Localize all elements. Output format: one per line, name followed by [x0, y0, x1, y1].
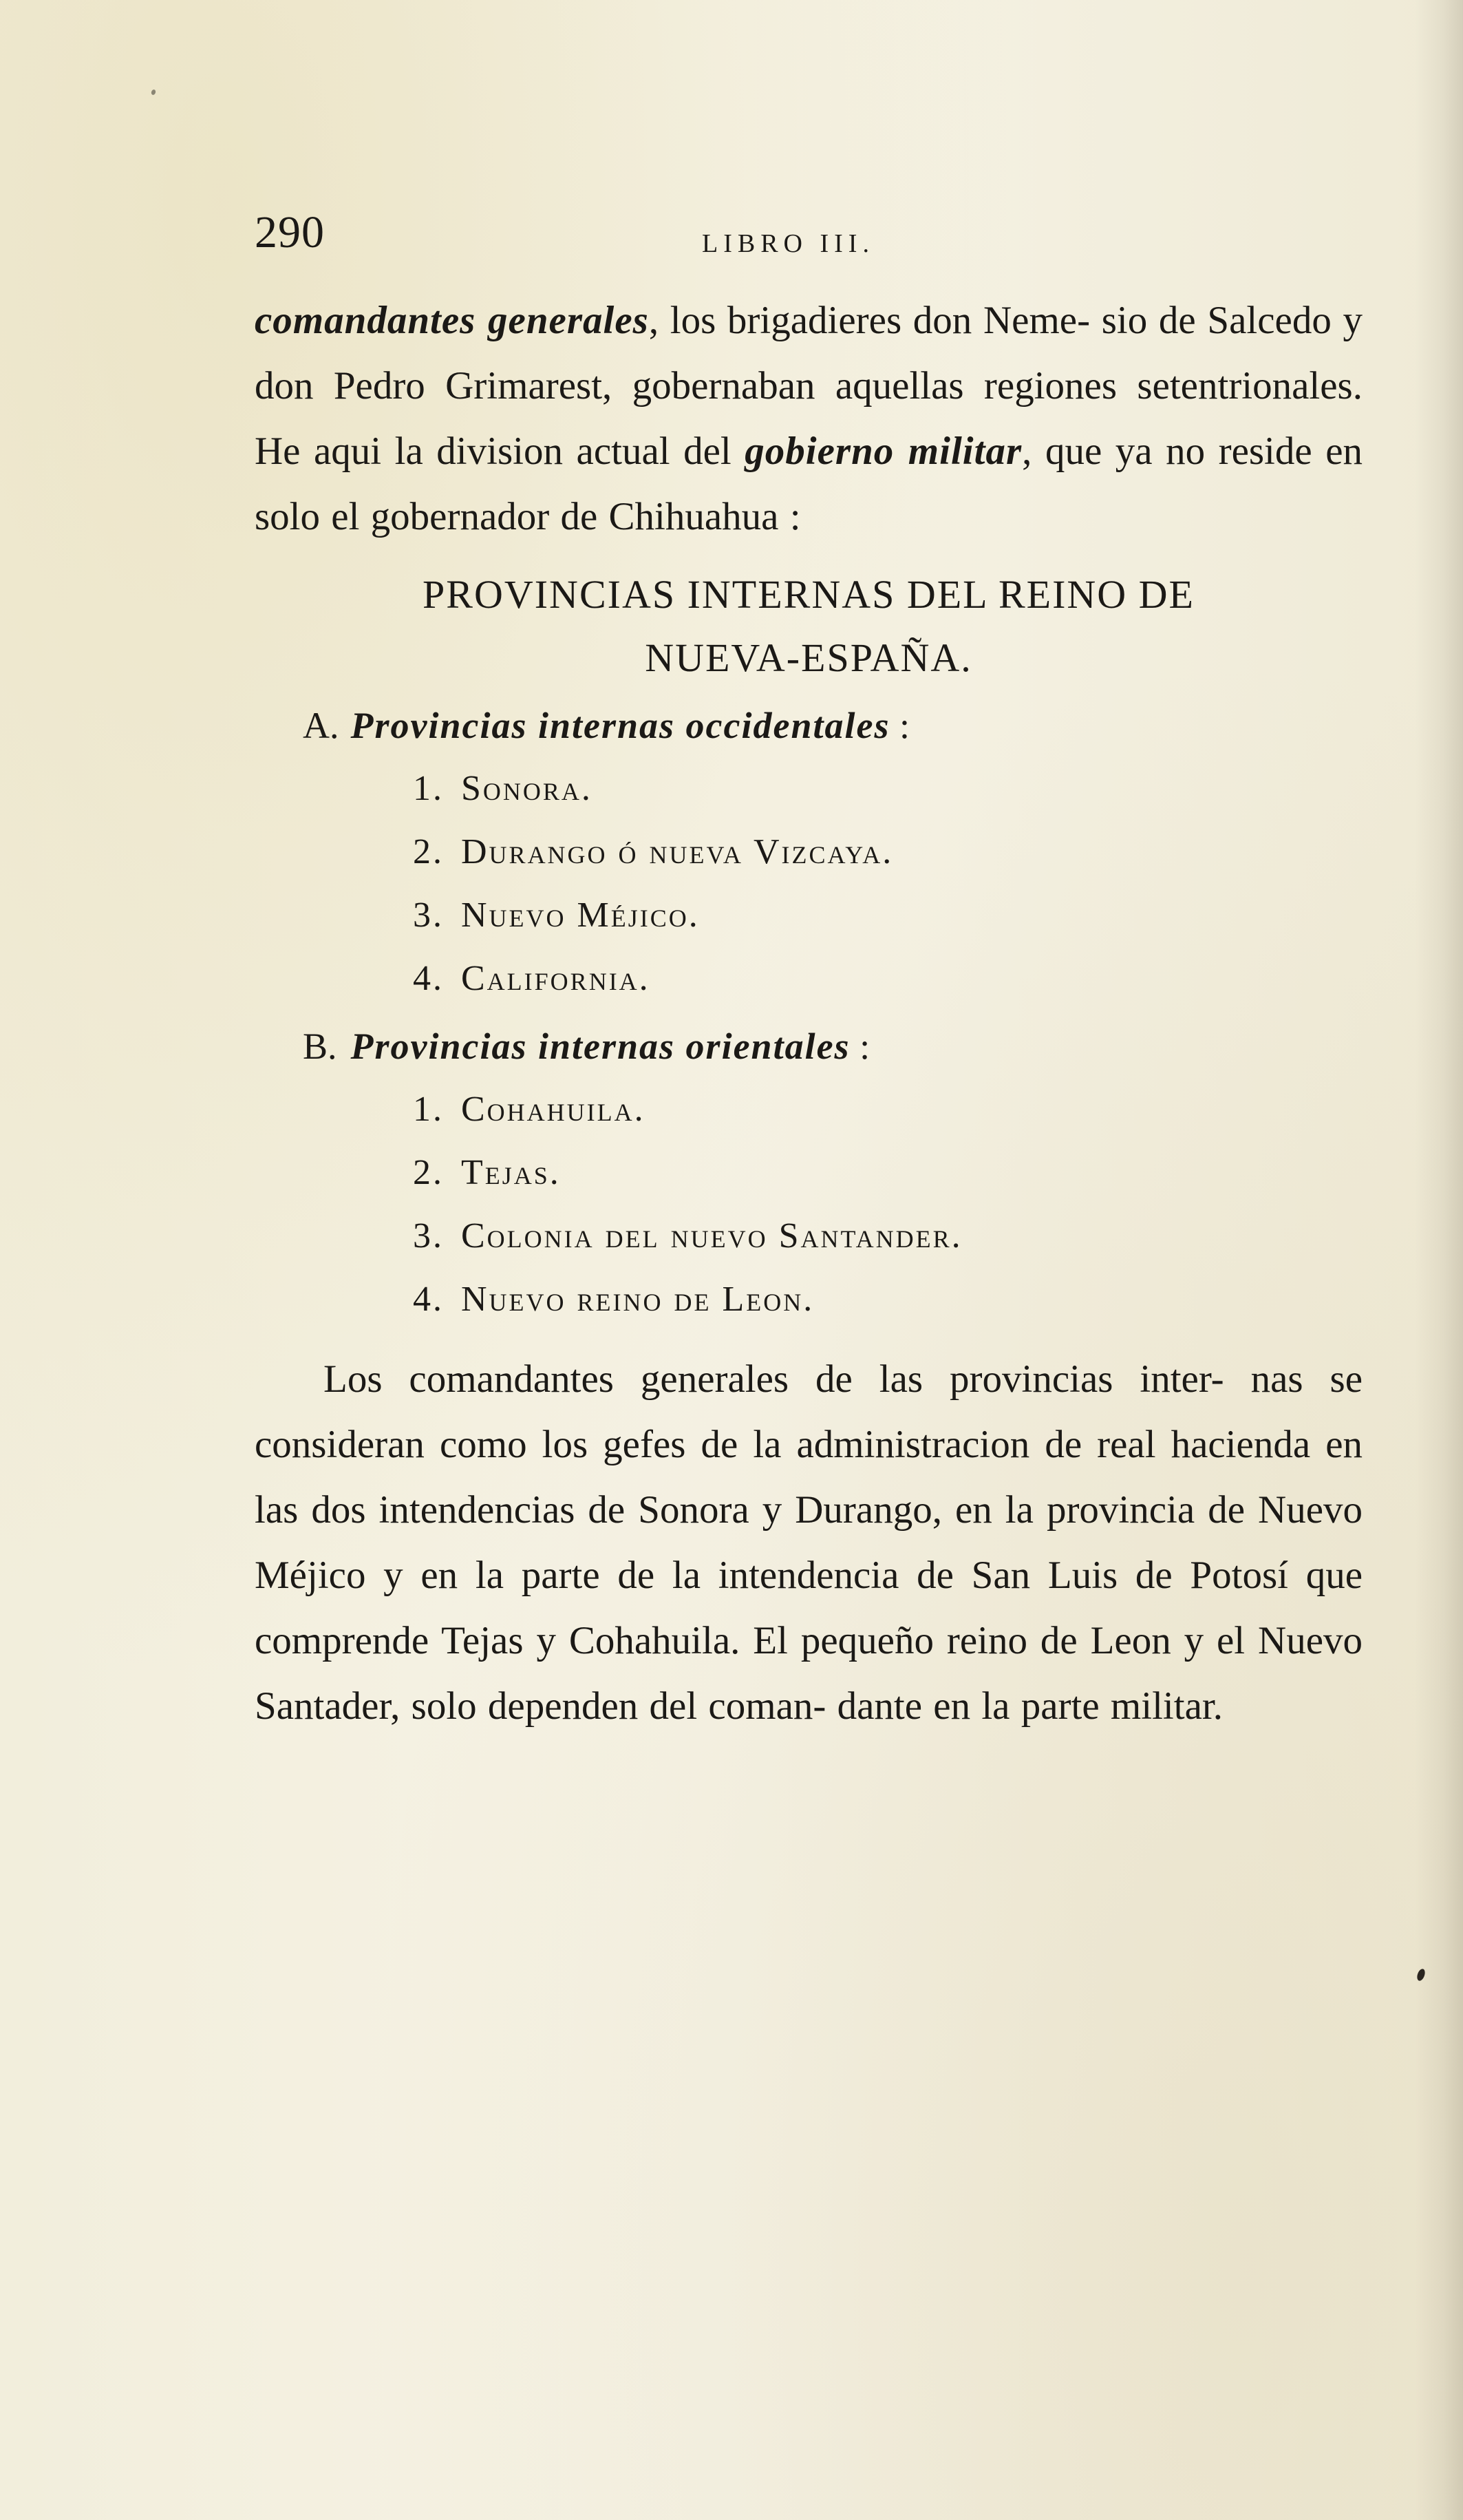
text-run: nas se consideran como los gefes de la administracion [255, 1357, 1363, 1466]
list-item [413, 947, 1363, 1010]
section-title: Provincias internas orientales [350, 1026, 851, 1067]
list-item [413, 820, 1363, 884]
text-run: , que ya no reside en solo [255, 430, 1363, 538]
item-name: Colonia del nuevo Santander. [461, 1216, 963, 1256]
section-suffix: : [850, 1026, 871, 1067]
list-item [413, 757, 1363, 820]
ink-speck [151, 89, 156, 96]
item-number: 1. [413, 769, 444, 808]
item-number: 2. [413, 1153, 444, 1192]
text-run: dante en la parte militar. [837, 1684, 1223, 1728]
item-name: Nuevo Méjico. [461, 896, 700, 935]
item-name: California. [461, 959, 650, 998]
section-b-title [303, 1015, 1363, 1078]
list-item [413, 1141, 1363, 1205]
text-run: Durango, en la provincia de Nuevo Méjico y en la [255, 1488, 1363, 1597]
text-run: sio de Salcedo y don Pedro Grimarest, gobernaban [255, 299, 1363, 407]
item-number: 4. [413, 959, 444, 998]
text-run: , los brigadieres don Neme- [648, 299, 1091, 342]
text-run: actual del [576, 430, 745, 473]
item-name: Tejas. [461, 1153, 561, 1192]
section-letter: B. [303, 1026, 337, 1067]
item-name: Sonora. [461, 769, 592, 808]
page-header [255, 207, 1363, 268]
item-number: 3. [413, 896, 444, 935]
text-run: Leon y el Nuevo Santader, solo dependen del coman- [255, 1619, 1363, 1728]
item-number: 4. [413, 1280, 444, 1319]
text-run: comprende Tejas y Cohahuila. El pequeño reino de [255, 1619, 1078, 1662]
section-title: Provincias internas occidentales [350, 705, 890, 746]
paragraph-intro [255, 288, 1363, 549]
item-number: 2. [413, 832, 444, 871]
list-item [413, 1268, 1363, 1331]
text-run: parte de la intendencia de San Luis de Potosí que [521, 1554, 1363, 1597]
item-name: Cohahuila. [461, 1090, 645, 1129]
section-heading [255, 563, 1363, 690]
running-head: LIBRO III. [702, 229, 875, 258]
heading-line-1: PROVINCIAS INTERNAS DEL REINO DE [423, 572, 1195, 617]
section-suffix: : [890, 705, 910, 746]
text-run: el gobernador de Chihuahua : [331, 495, 801, 538]
heading-line-2: NUEVA-ESPAÑA. [645, 635, 972, 680]
section-a-title [303, 694, 1363, 757]
text-run: aquellas regiones setentrionales. He aqui la division [255, 364, 1363, 473]
page-edge-shadow [1415, 0, 1463, 2520]
list-item [413, 884, 1363, 947]
item-number: 1. [413, 1090, 444, 1129]
page-body [255, 288, 1363, 1739]
page-number: 290 [255, 207, 325, 257]
item-number: 3. [413, 1216, 444, 1256]
text-run: Los comandantes generales de las provincias inter- [323, 1357, 1224, 1401]
list-item [413, 1078, 1363, 1141]
italic-phrase: gobierno militar [745, 430, 1023, 473]
list-item [413, 1205, 1363, 1268]
section-letter: A. [303, 705, 339, 746]
paragraph-commanders [255, 1346, 1363, 1739]
text-run: de real hacienda en las dos intendencias de Sonora y [255, 1423, 1363, 1532]
italic-phrase: comandantes generales [255, 299, 649, 342]
item-name: Durango ó nueva Vizcaya. [461, 832, 894, 871]
item-name: Nuevo reino de Leon. [461, 1280, 815, 1319]
